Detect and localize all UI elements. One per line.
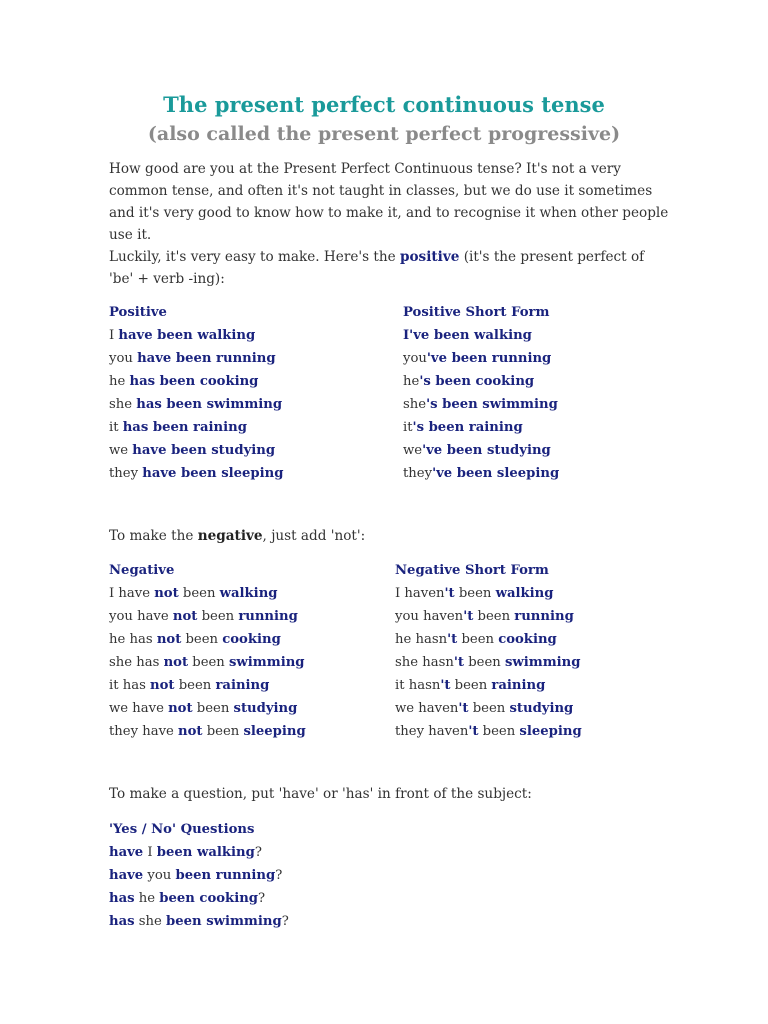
subject: you [143,868,176,883]
not-word: not [168,701,193,716]
subject: you haven [395,609,464,624]
verb-ing: walking [495,586,554,601]
positive-keyword: positive [399,249,460,265]
not-word: not [150,678,175,693]
intro-line [109,246,669,268]
been-word: been [192,701,234,716]
positive-short-column [403,301,559,485]
subject: I haven [395,586,445,601]
contraction: 't [463,609,474,624]
page-subtitle: (also called the present perfect progressive) [147,123,621,145]
conjugation-row [403,462,559,485]
been-word: been [478,724,520,739]
conjugation-row [403,324,559,347]
subject: it [403,420,413,435]
questions-column [109,818,289,933]
subject: she hasn [395,655,454,670]
conjugation-row [109,462,283,485]
conjugation-row [109,628,306,651]
conjugation-row [109,697,306,720]
subject: I [403,328,410,343]
verb-phrase: has been raining [122,420,247,435]
conjugation-row [403,347,559,370]
subject: you [403,351,427,366]
verb-ing: raining [215,678,270,693]
questions-heading: 'Yes / No' Questions [109,822,255,837]
intro-text: (it's the present perfect of [459,249,645,265]
subject: it [109,420,123,435]
subject: she [403,397,427,412]
not-word: not [154,586,179,601]
conjugation-row [395,697,582,720]
verb-phrase: 've been running [426,351,552,366]
verb-phrase: 's been cooking [419,374,535,389]
verb-phrase: have been studying [132,443,276,458]
conjugation-row [395,582,582,605]
question-intro: To make a question, put 'have' or 'has' in front of the subject: [109,786,532,802]
positive-column [109,301,283,485]
intro-text: , just add 'not': [262,528,366,544]
intro-paragraph [109,158,669,290]
conjugation-row [109,605,306,628]
verb-phrase: 's been raining [412,420,523,435]
negative-keyword: negative [197,528,263,544]
been-word: been [197,609,239,624]
conjugation-row [109,324,283,347]
conjugation-row [395,720,582,743]
negative-column [109,559,306,743]
question-mark: ? [275,868,283,883]
contraction: 't [458,701,469,716]
conjugation-row [109,720,306,743]
been-word: been [178,586,220,601]
not-word: not [156,632,182,647]
intro-line: common tense, and often it's not taught in classes, but we do use it sometimes [109,183,653,199]
subject: they haven [395,724,469,739]
been-word: been [464,655,505,670]
subject: we [403,443,423,458]
conjugation-row [395,605,582,628]
been-word: been [181,632,223,647]
verb-ing: swimming [229,655,305,670]
auxiliary: have [109,845,144,860]
conjugation-row [109,393,283,416]
been-word: been [454,586,496,601]
been-word: been [202,724,244,739]
verb-ing: raining [491,678,546,693]
auxiliary: have [109,868,144,883]
verb-phrase: been walking [156,845,255,860]
question-mark: ? [258,891,266,906]
been-word: been [473,609,515,624]
verb-phrase: been swimming [166,914,282,929]
conjugation-row [403,439,559,462]
negative-heading: Negative [109,563,175,578]
intro-line: How good are you at the Present Perfect Continuous tense? It's not a very [109,161,621,177]
subject: I [109,328,119,343]
not-word: not [163,655,189,670]
verb-phrase: 's been swimming [426,397,558,412]
negative-short-heading: Negative Short Form [395,563,549,578]
subject: I [143,845,157,860]
positive-heading: Positive [109,305,167,320]
conjugation-row [109,674,306,697]
verb-phrase: been running [175,868,276,883]
subject: he hasn [395,632,448,647]
conjugation-row [403,370,559,393]
contraction: 't [447,632,458,647]
contraction: 't [468,724,479,739]
subject: she [134,914,167,929]
verb-phrase: have been running [137,351,276,366]
subject: he [403,374,420,389]
conjugation-row [109,347,283,370]
intro-text: Luckily, it's very easy to make. Here's the [109,249,400,265]
subject: she has [109,655,164,670]
page-title: The present perfect continuous tense [163,92,605,117]
auxiliary: has [109,914,135,929]
conjugation-row [109,370,283,393]
verb-phrase: has been swimming [136,397,283,412]
verb-phrase: 've been sleeping [432,466,560,481]
subject: we haven [395,701,459,716]
contraction: 't [444,586,455,601]
conjugation-row [395,674,582,697]
contraction: 't [440,678,451,693]
subject: I have [109,586,155,601]
conjugation-row [395,628,582,651]
verb-ing: sleeping [243,724,306,739]
verb-ing: studying [509,701,574,716]
verb-phrase: 've been walking [409,328,532,343]
question-row [109,887,289,910]
subject: he has [109,632,157,647]
subject: we have [109,701,169,716]
subject: they have [109,724,179,739]
question-row [109,864,289,887]
question-mark: ? [254,845,262,860]
question-row [109,910,289,933]
subject: we [109,443,133,458]
intro-line: 'be' + verb -ing): [109,271,225,287]
verb-ing: running [514,609,574,624]
negative-short-column [395,559,582,743]
subject: she [109,397,137,412]
not-word: not [172,609,198,624]
verb-phrase: been cooking [159,891,259,906]
subject: he [134,891,160,906]
subject: you [109,351,138,366]
intro-text: To make the [109,528,198,544]
subject: it hasn [395,678,441,693]
auxiliary: has [109,891,135,906]
been-word: been [174,678,216,693]
subject: he [109,374,130,389]
conjugation-row [403,393,559,416]
verb-ing: walking [219,586,278,601]
question-mark: ? [281,914,289,929]
been-word: been [457,632,499,647]
verb-ing: running [238,609,298,624]
conjugation-row [109,416,283,439]
intro-line: use it. [109,227,152,243]
subject: you have [109,609,173,624]
subject: it has [109,678,151,693]
conjugation-row [109,651,306,674]
conjugation-row [395,651,582,674]
verb-phrase: have been sleeping [142,466,284,481]
verb-ing: sleeping [519,724,582,739]
positive-short-heading: Positive Short Form [403,305,550,320]
verb-phrase: has been cooking [129,374,259,389]
been-word: been [468,701,510,716]
conjugation-row [109,582,306,605]
verb-ing: cooking [498,632,557,647]
intro-line: and it's very good to know how to make it, and to recognise it when other people [109,205,669,221]
negative-intro [109,525,669,547]
contraction: 't [453,655,465,670]
conjugation-row [403,416,559,439]
question-row [109,841,289,864]
subject: they [403,466,433,481]
verb-ing: studying [233,701,298,716]
not-word: not [178,724,203,739]
verb-phrase: 've been studying [422,443,551,458]
verb-ing: swimming [504,655,581,670]
subject: they [109,466,143,481]
verb-ing: cooking [222,632,281,647]
conjugation-row [109,439,283,462]
verb-phrase: have been walking [118,328,256,343]
been-word: been [450,678,492,693]
been-word: been [188,655,229,670]
